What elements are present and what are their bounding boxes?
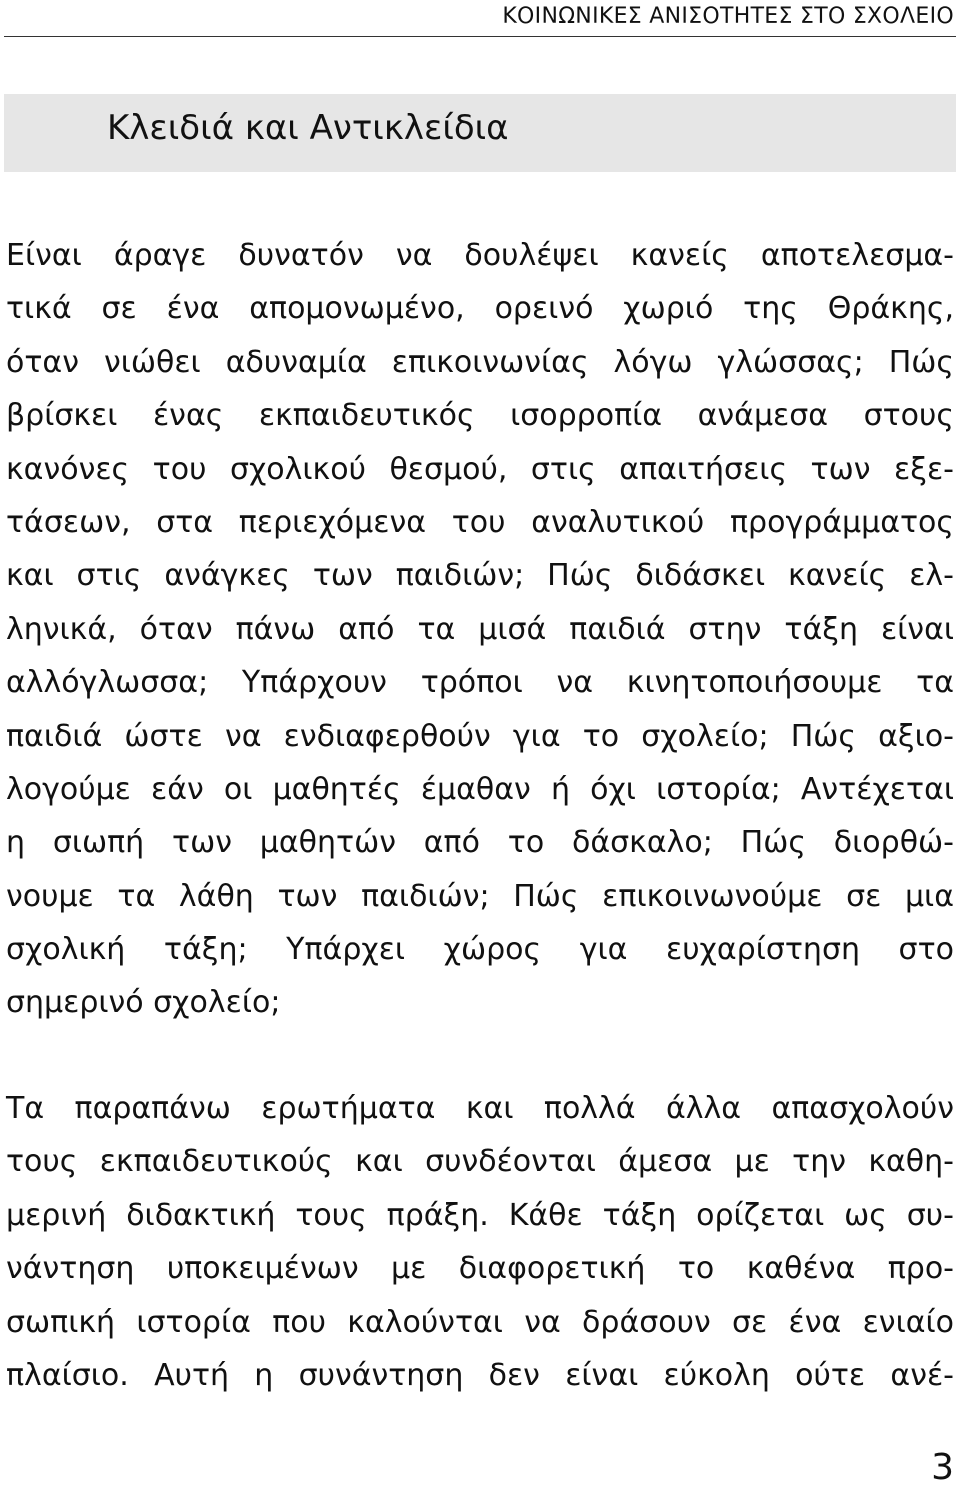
section-title-band [4,94,956,172]
paragraph-line: νουμε τα λάθη των παιδιών; Πώς επικοινωνούμε σε μια [6,878,954,914]
paragraph-line: όταν νιώθει αδυναμία επικοινωνίας λόγω γλώσσας; Πώς [6,344,954,380]
paragraph-line: Τα παραπάνω ερωτήματα και πολλά άλλα απασχολούν [6,1091,954,1126]
section-title: Κλειδιά και Αντικλείδια [107,108,509,148]
header-rule [4,36,956,37]
paragraph-line: αλλόγλωσσα; Υπάρχουν τρόποι να κινητοποιήσουμε τα [6,665,954,701]
paragraph-line: τους εκπαιδευτικούς και συνδέονται άμεσα με την καθη- [6,1144,954,1180]
paragraph-line: τικά σε ένα απομονωμένο, ορεινό χωριό της Θράκης, [6,291,954,327]
paragraph-line: κανόνες του σχολικού θεσμού, στις απαιτήσεις των εξε- [6,451,954,487]
paragraph-line: σχολική τάξη; Υπάρχει χώρος για ευχαρίστηση στο [6,932,954,968]
paragraph-line: σημερινό σχολείο; [6,985,281,1021]
paragraph-line: πλαίσιο. Αυτή η συνάντηση δεν είναι εύκολη ούτε ανέ- [6,1357,954,1393]
paragraph-line: Είναι άραγε δυνατόν να δουλέψει κανείς αποτελεσμα- [6,238,954,273]
paragraph-line: λογούμε εάν οι μαθητές έμαθαν ή όχι ιστορία; Αντέχεται [6,771,954,807]
paragraph-line: ληνικά, όταν πάνω από τα μισά παιδιά στην τάξη είναι [6,611,954,647]
paragraph-line: νάντηση υποκειμένων με διαφορετική το καθένα προ- [6,1251,954,1287]
paragraph-line: παιδιά ώστε να ενδιαφερθούν για το σχολείο; Πώς αξιο- [6,718,954,754]
paragraph-line: σωπική ιστορία που καλούνται να δράσουν σε ένα ενιαίο [6,1304,954,1340]
paragraph-2 [6,1082,954,1402]
paragraph-line: τάσεων, στα περιεχόμενα του αναλυτικού προγράμματος [6,504,954,540]
paragraph-line: η σιωπή των μαθητών από το δάσκαλο; Πώς διορθώ- [6,825,954,861]
page-number: 3 [931,1447,954,1488]
paragraph-line: βρίσκει ένας εκπαιδευτικός ισορροπία ανάμεσα στους [6,398,954,434]
paragraph-1 [6,229,954,1030]
running-header: ΚΟΙΝΩΝΙΚΕΣ ΑΝΙΣΟΤΗΤΕΣ ΣΤΟ ΣΧΟΛΕΙΟ [502,4,954,29]
paragraph-line: μερινή διδακτική τους πράξη. Κάθε τάξη ορίζεται ως συ- [6,1197,954,1233]
paragraph-line: και στις ανάγκες των παιδιών; Πώς διδάσκει κανείς ελ- [6,558,954,594]
